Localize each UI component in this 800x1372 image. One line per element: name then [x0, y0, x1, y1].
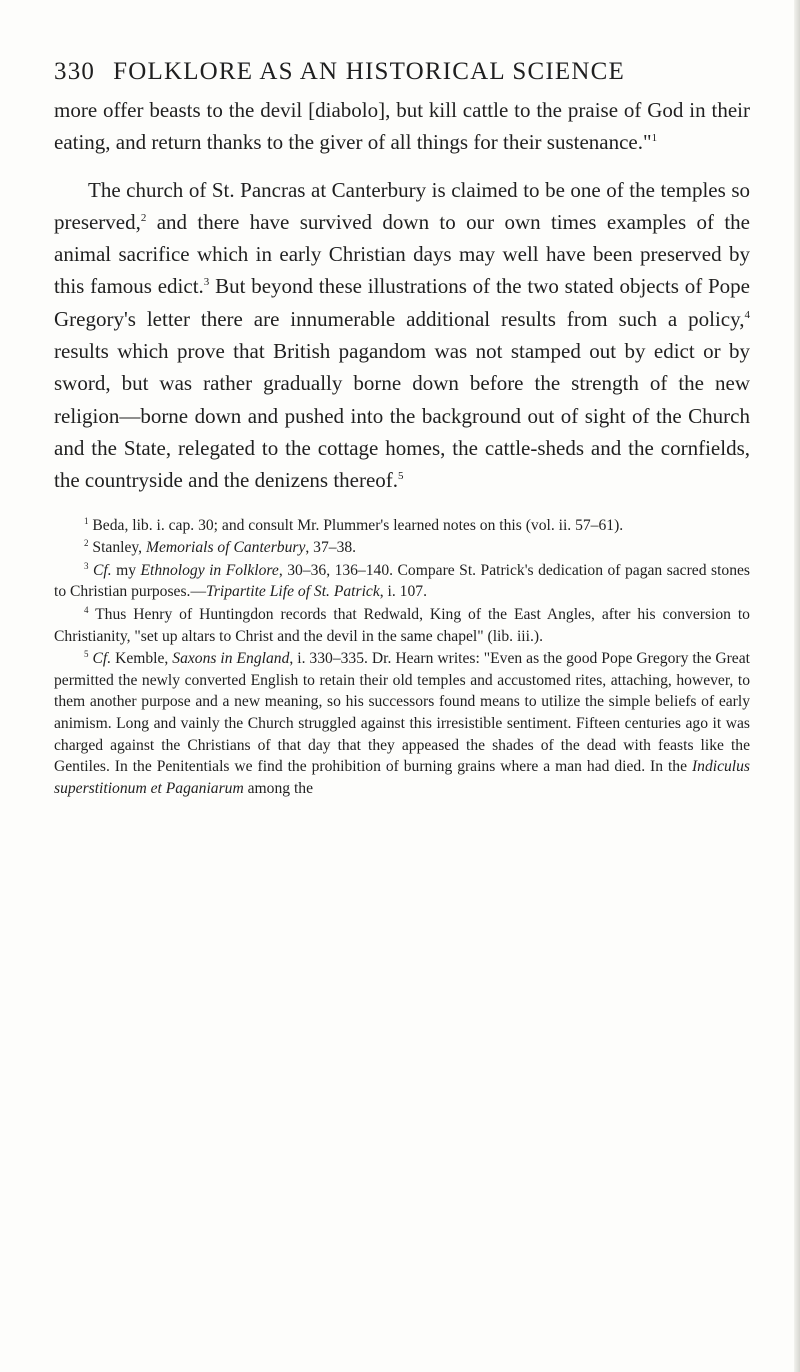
main-text: [54, 94, 750, 497]
running-title: FOLKLORE AS AN HISTORICAL SCIENCE: [113, 58, 625, 85]
footnote-text: among the: [243, 779, 314, 797]
footnote-ref[interactable]: 4: [744, 308, 750, 321]
footnote-number: 3: [84, 560, 89, 571]
footnote-ref[interactable]: 5: [398, 470, 404, 483]
paragraph-text: more offer beasts to the devil [diabolo], but kill cattle to the praise of God in their eating, and return thanks to the giver of all things for their sustenance.": [54, 98, 750, 155]
footnote-ref[interactable]: 1: [651, 132, 658, 145]
footnote-number: 1: [84, 515, 89, 526]
footnote-text: , i. 330–335. Dr. Hearn writes: "Even as the good Pope Gregory the Great permitted the newly converted English to retain their old temples and accustomed rites, attaching, however, to them another purpose and a new meaning, so his successors found means to utilize the simple beliefs of early animism. Long and vainly the Church struggled against this irresistible sentiment. Fifteen centuries ago it was charged against the Christians of that day that they appeased the shades of the dead with feasts like the Gentiles. In the Penitentials we find the prohibition of burning grains where a man had died. In the: [54, 650, 750, 776]
cited-title: Ethnology in Folklore: [140, 561, 279, 579]
footnote-text: Thus Henry of Huntingdon records that Redwald, King of the East Angles, after his conversion to Christianity, "set up altars to Christ and the devil in the same chapel" (lib. iii.).: [54, 605, 750, 645]
footnote-ref[interactable]: 3: [203, 276, 210, 289]
cf-abbrev: Cf.: [92, 561, 112, 579]
paragraph-continued: [54, 94, 750, 159]
cf-abbrev: Cf.: [92, 650, 112, 668]
footnote-number: 2: [84, 537, 89, 548]
cited-title: Saxons in England: [172, 650, 290, 668]
book-page: [54, 58, 750, 800]
paragraph-text: But beyond these illustrations of the two stated objects of Pope Gregory's letter there are innumerable additional results from such a policy,: [54, 274, 750, 331]
footnote: [54, 560, 750, 603]
footnote-text: , 30–36, 136–140. Compare St. Patrick's dedication of pagan sacred stones to Christian purposes.—: [54, 561, 750, 601]
cited-title: Tripartite Life of St. Patrick: [206, 583, 380, 601]
cited-title: Memorials of Canterbury: [145, 539, 306, 557]
page-edge: [794, 0, 800, 1372]
footnotes: [54, 515, 750, 800]
page-number: 330: [54, 58, 96, 85]
footnote-text: Stanley,: [92, 539, 146, 557]
footnote: [54, 537, 750, 559]
footnote-text: my: [111, 561, 141, 579]
paragraph: [54, 174, 750, 497]
footnote: [54, 515, 750, 537]
footnote: [54, 604, 750, 647]
footnote-text: Kemble,: [111, 650, 173, 668]
cited-title: Indiculus superstitionum et Paganiarum: [54, 758, 750, 797]
paragraph-text: and there have survived down to our own times examples of the animal sacrifice which in early Christian days may well have been preserved by this famous edict.: [54, 209, 750, 299]
footnote-text: , i. 107.: [379, 583, 427, 601]
paragraph-text: The church of St. Pancras at Canterbury is claimed to be one of the temples so preserved,: [54, 177, 750, 234]
footnote: [54, 648, 750, 799]
paragraph-text: results which prove that British pagandom was not stamped out by edict or by sword, but was rather gradually borne down before the strength of the new religion—borne down and pushed into the background out of sight of the Church and the State, relegated to the cottage homes, the cattle-sheds and the cornfields, the countryside and the denizens thereof.: [54, 339, 750, 493]
footnote-number: 5: [84, 648, 89, 659]
footnote-text: Beda, lib. i. cap. 30; and consult Mr. Plummer's learned notes on this (vol. ii. 57–61).: [92, 516, 624, 534]
page-header: [54, 58, 750, 86]
footnote-number: 4: [84, 604, 89, 615]
footnote-ref[interactable]: 2: [140, 211, 147, 224]
footnote-text: , 37–38.: [305, 539, 357, 557]
